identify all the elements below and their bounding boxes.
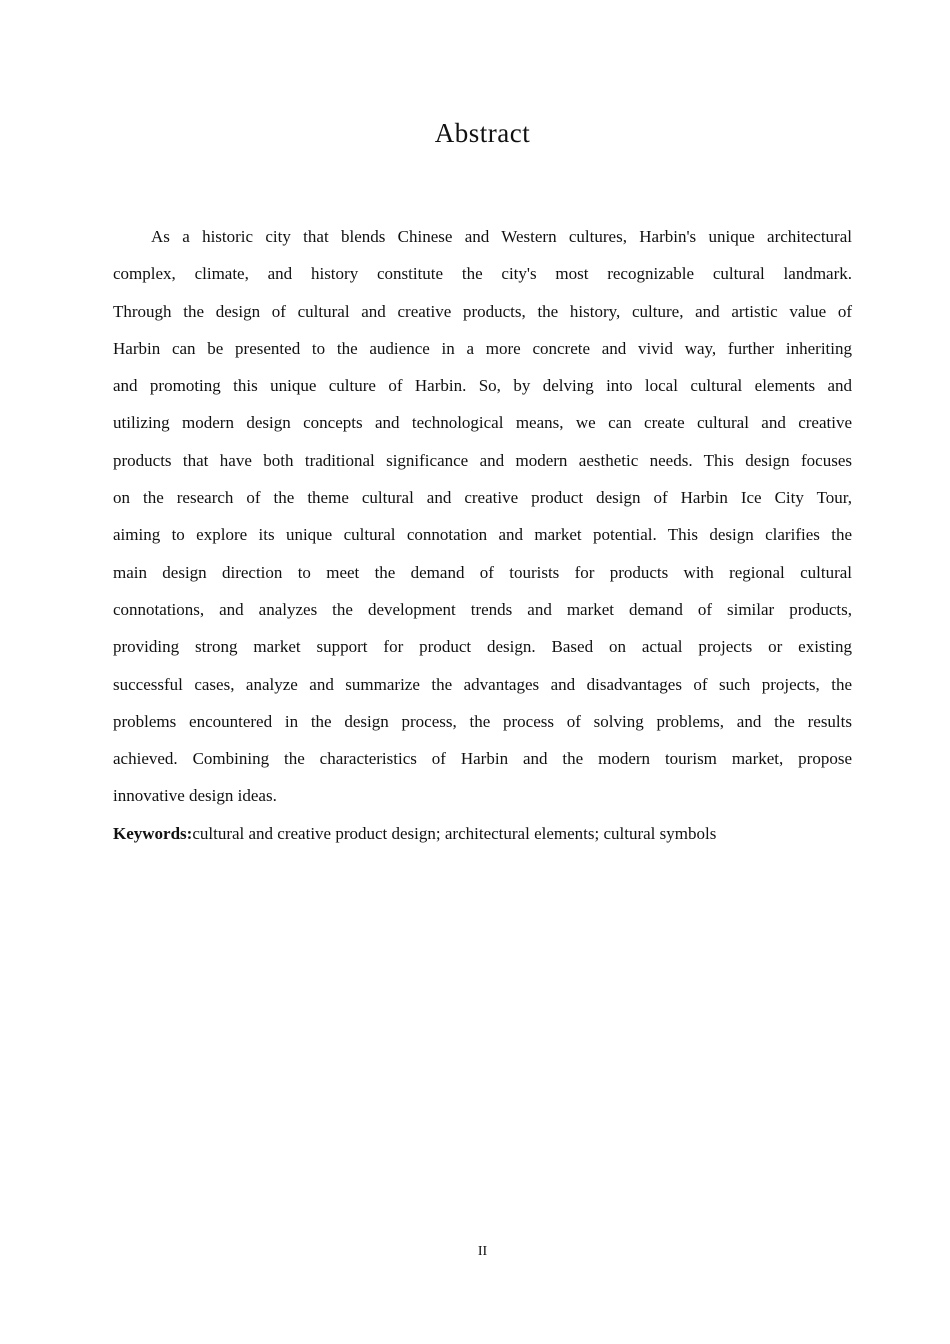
paragraph-line: As a historic city that blends Chinese and Western cultures, Harbin's unique architectural — [151, 227, 852, 246]
paragraph-line: successful cases, analyze and summarize the advantages and disadvantages of such projects, the — [113, 674, 852, 694]
paragraph-line: aiming to explore its unique cultural connotation and market potential. This design clarifies the — [113, 525, 852, 545]
paragraph-line: Harbin can be presented to the audience in a more concrete and vivid way, further inheriting — [113, 338, 852, 358]
abstract-body — [113, 218, 852, 852]
keywords-line — [113, 815, 852, 852]
keywords-label: Keywords: — [113, 823, 193, 843]
paragraph-line: and promoting this unique culture of Harbin. So, by delving into local cultural elements and — [113, 376, 852, 396]
page-title: Abstract — [434, 118, 531, 148]
paragraph-line: connotations, and analyzes the development trends and market demand of similar products, — [113, 599, 852, 619]
paragraph-line: utilizing modern design concepts and technological means, we can create cultural and creative — [113, 413, 852, 433]
paragraph-line: products that have both traditional significance and modern aesthetic needs. This design focuses — [113, 450, 852, 470]
page-number: II — [477, 1244, 488, 1259]
abstract-paragraph — [113, 218, 852, 815]
paragraph-line: complex, climate, and history constitute the city's most recognizable cultural landmark. — [113, 264, 852, 284]
paragraph-line: on the research of the theme cultural and creative product design of Harbin Ice City Tour, — [113, 488, 852, 508]
paragraph-line: providing strong market support for product design. Based on actual projects or existing — [113, 637, 852, 657]
keywords-text: cultural and creative product design; architectural elements; cultural symbols — [192, 823, 717, 843]
paragraph-line: main design direction to meet the demand of tourists for products with regional cultural — [113, 562, 852, 582]
paragraph-line: innovative design ideas. — [113, 786, 277, 806]
paragraph-line: problems encountered in the design process, the process of solving problems, and the results — [113, 711, 852, 731]
paragraph-line: achieved. Combining the characteristics of Harbin and the modern tourism market, propose — [113, 749, 852, 769]
paragraph-line: Through the design of cultural and creative products, the history, culture, and artistic value of — [113, 301, 852, 321]
